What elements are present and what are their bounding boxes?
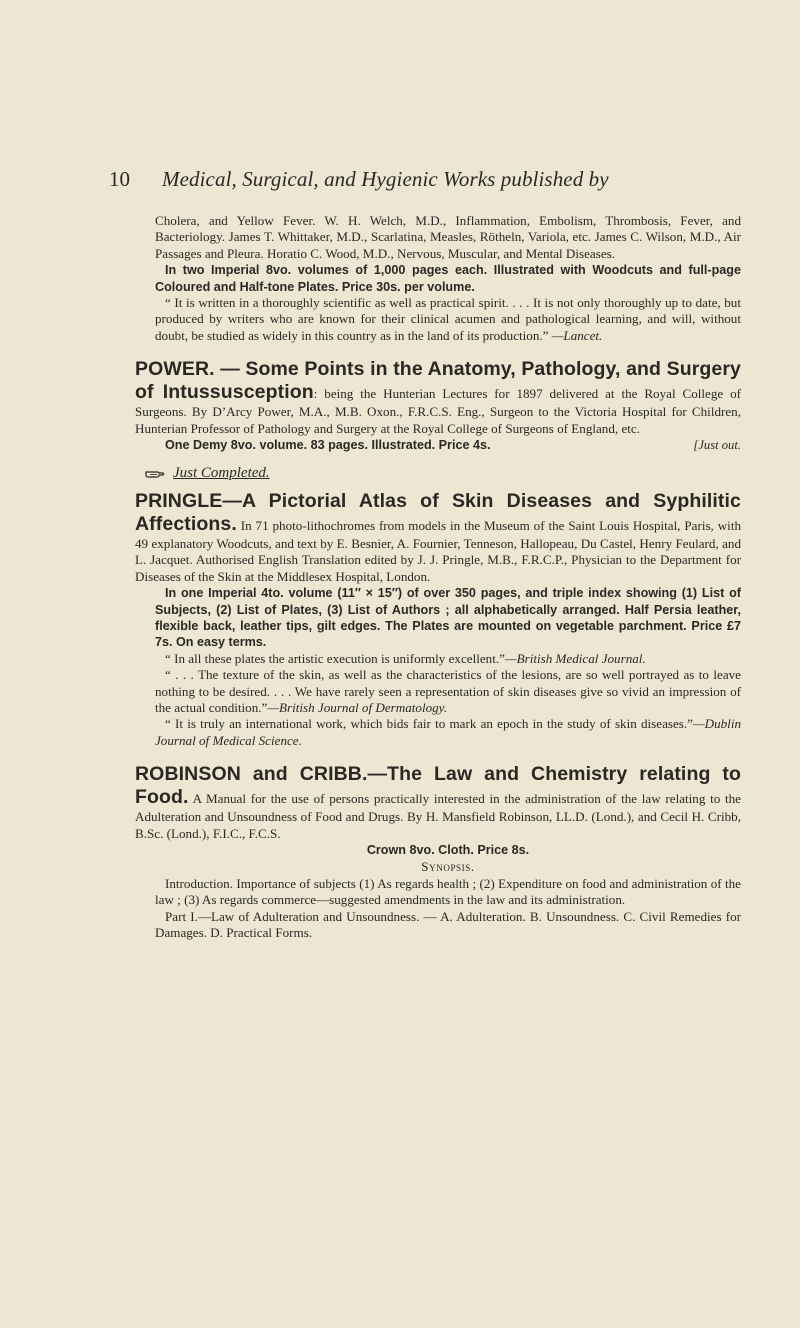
power-heading (135, 358, 741, 437)
entry-author: ROBINSON and CRIBB (135, 763, 362, 786)
synopsis-text: Introduction. Importance of subjects (1) As regards health ; (2) Expenditure on food and administration of the law ; (3) As regards commerce—suggested amendments in the law and its administration. (155, 875, 741, 908)
pringle-entry (135, 489, 741, 749)
synopsis-heading: Synopsis. (421, 859, 475, 875)
specs-text: One Demy 8vo. volume. 83 pages. Illustrated. Price 4s. (165, 438, 491, 453)
entry-title: —A Pictorial Atlas of Skin Diseases and Syphilitic Affections. (135, 489, 741, 535)
entry-body: In 71 photo-lithochromes from models in the Museum of the Saint Louis Hospital, Paris, with 49 explanatory Woodcuts, and text by E. Besnier, A. Fournier, Tenneson, Hallopeau, Du Castel, Henry Feulard, and L. Jacquet. Authorised English Translation edited by J. J. Pringle, M.B., F.R.C.P., Physician to the Department for Diseases of the Skin at the Middlesex Hospital, London. (135, 517, 741, 584)
review-text: “ In all these plates the artistic execution is uniformly excellent.” (165, 650, 505, 666)
page-content (135, 213, 742, 941)
pringle-review-2 (155, 667, 741, 716)
intro-review (155, 295, 741, 344)
entry-title: — Some Points in the Anatomy, Pathology, and Surgery of Intussusception (135, 358, 741, 404)
robinson-heading (135, 763, 741, 842)
review-text: “ It is written in a thoroughly scientific as well as practical spirit. . . . It is not only thoroughly up to date, but produced by writers who are known for their clinical acumen and pathological learning, and will, without doubt, be studied as widely in this country as in the land of its production.” (155, 295, 741, 343)
synopsis-part-1: Part I.—Law of Adulteration and Unsoundness. — A. Adulteration. B. Unsoundness. C. Civil Remedies for Damages. D. Practical Forms. (155, 908, 741, 940)
just-completed (145, 465, 741, 481)
review-source: —British Journal of Dermatology. (267, 699, 448, 715)
intro-body: Cholera, and Yellow Fever. W. H. Welch, M.D., Inflammation, Embolism, Thrombosis, Fever, and Bacteriology. James T. Whittaker, M.D., Scarlatina, Measles, Rötheln, Variola, etc. James C. Wilson, M.D., Air Passages and Pleura. Horatio C. Wood, M.D., Nervous, Muscular, and Mental Diseases. (155, 213, 741, 261)
running-title: Medical, Surgical, and Hygienic Works published by (162, 167, 609, 191)
pringle-specs: In one Imperial 4to. volume (11″ × 15″) of over 350 pages, and triple index showing (1) List of Subjects, (2) List of Plates, (3) List of Authors ; all alphabetically arranged. Half Persia leather, flexible back, leather tips, gilt edges. The Plates are mounted on vegetable parchment. Price £7 7s. On easy terms. (155, 586, 741, 650)
power-entry (135, 358, 741, 453)
intro-entry (155, 213, 741, 344)
pointing-hand-icon (145, 469, 165, 479)
review-source: —Dublin Journal of Medical Science. (155, 716, 741, 748)
pringle-heading (135, 490, 741, 585)
power-specs (155, 437, 741, 453)
entry-title: .—The Law and Chemistry relating to Food. (135, 763, 742, 809)
robinson-entry (135, 763, 742, 941)
just-completed-label: Just Completed. (173, 465, 270, 482)
page-number: 10 (109, 167, 130, 191)
review-source: —Lancet. (551, 327, 603, 343)
review-text: “ . . . The texture of the skin, as well as the characteristics of the lesions, are so well portrayed as to leave nothing to be desired. . . . We have rarely seen a representation of skin diseases give so vivid an impression of the actual condition.” (155, 667, 741, 715)
pringle-review-3 (155, 716, 741, 749)
intro-specs: In two Imperial 8vo. volumes of 1,000 pages each. Illustrated with Woodcuts and full-page Coloured and Half-tone Plates. Price 30s. per volume. (155, 263, 741, 294)
status-note: [Just out. (693, 438, 741, 453)
entry-author: PRINGLE (135, 489, 223, 512)
entry-author: POWER. (135, 358, 215, 381)
review-text: “ It is truly an international work, which bids fair to mark an epoch in the study of skin diseases.” (165, 716, 693, 732)
review-source: —British Medical Journal. (504, 650, 646, 666)
robinson-specs: Crown 8vo. Cloth. Price 8s. (366, 842, 530, 857)
pringle-review-1 (155, 651, 741, 667)
entry-body: A Manual for the use of persons practically interested in the administration of the law relating to the Adulteration and Unsoundness of Food and Drugs. By H. Mansfield Robinson, LL.D. (Lond.), and Cecil H. Cribb, B.Sc. (Lond.), F.I.C., F.C.S. (135, 791, 741, 841)
entry-body: : being the Hunterian Lectures for 1897 delivered at the Royal College of Surgeons. By D’Arcy Power, M.A., M.B. Oxon., F.R.C.S. Eng., Surgeon to the Victoria Hospital for Children, Hunterian Professor of Pathology and Surgery at the Royal College of Surgeons of England, etc. (135, 386, 741, 436)
